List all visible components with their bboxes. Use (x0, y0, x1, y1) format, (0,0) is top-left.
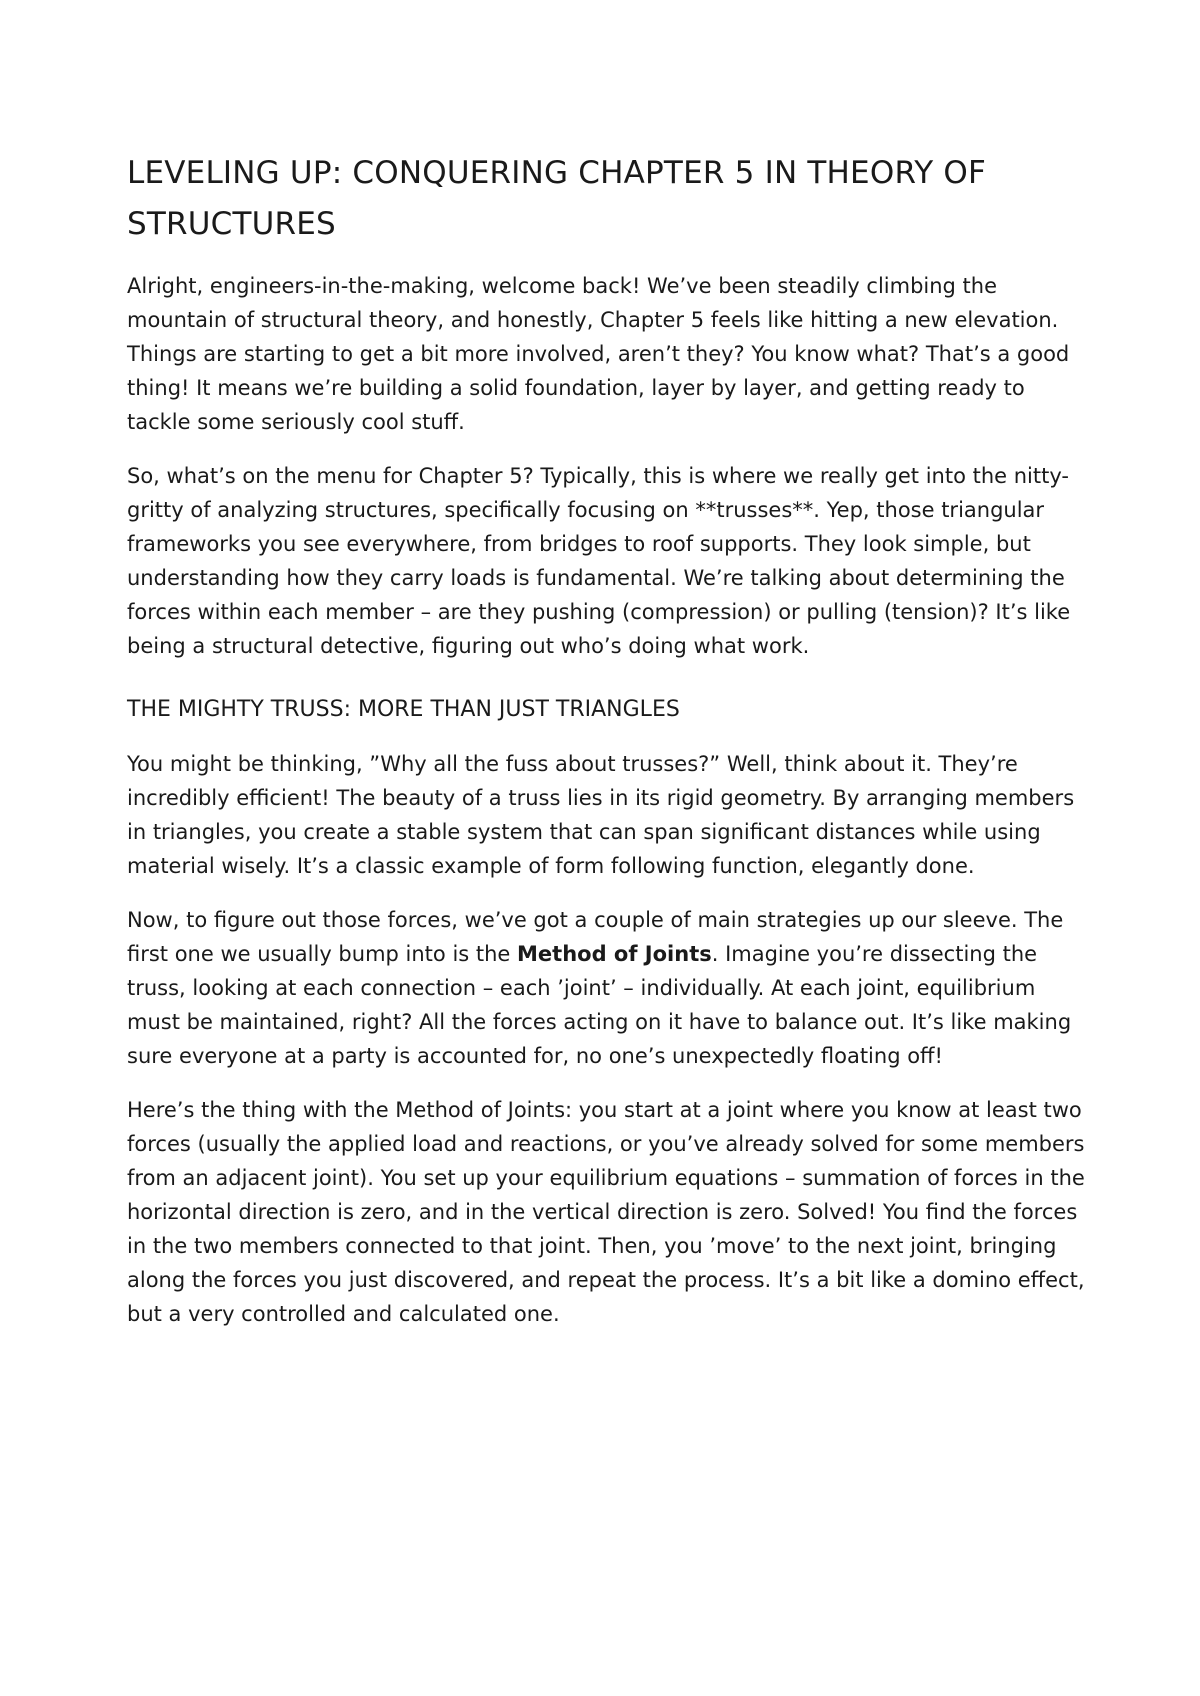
document-page (127, 148, 1087, 1351)
section-paragraph-3: Here’s the thing with the Method of Joints: you start at a joint where you know at least two forces (usually the applied load and reactions, or you’ve already solved for some members from an adjacent joint). You set up your equilibrium equations – summation of forces in the horizontal direction is zero, and in the vertical direction is zero. Solved! You find the forces in the two members connected to that joint. Then, you ’move’ to the next joint, bringing along the forces you just discovered, and repeat the process. It’s a bit like a domino effect, but a very controlled and calculated one. (127, 1098, 1085, 1326)
section-paragraph-2-start: Now, to figure out those forces, we’ve got a couple of main strategies up our sleeve. The first one we usually bump into is the (127, 908, 1064, 966)
section-paragraph-2 (127, 903, 1087, 1073)
intro-paragraph-2: So, what’s on the menu for Chapter 5? Typically, this is where we really get into the nitty-gritty of analyzing structures, specifically focusing on **trusses**. Yep, those triangular frameworks you see everywhere, from bridges to roof supports. They look simple, but understanding how they carry loads is fundamental. We’re talking about determining the forces within each member – are they pushing (compression) or pulling (tension)? It’s like being a structural detective, figuring out who’s doing what work. (127, 464, 1071, 658)
method-of-joints-emphasis: Method of Joints (517, 942, 712, 966)
document-title: LEVELING UP: CONQUERING CHAPTER 5 IN THEORY OF STRUCTURES (127, 155, 987, 242)
intro-paragraph-1: Alright, engineers-in-the-making, welcome back! We’ve been steadily climbing the mountain of structural theory, and honestly, Chapter 5 feels like hitting a new elevation. Things are starting to get a bit more involved, aren’t they? You know what? That’s a good thing! It means we’re building a solid foundation, layer by layer, and getting ready to tackle some seriously cool stuff. (127, 274, 1070, 434)
section-paragraph-2-end: . Imagine you’re dissecting the truss, looking at each connection – each ’joint’ – individually. At each joint, equilibrium must be maintained, right? All the forces acting on it have to balance out. It’s like making sure everyone at a party is accounted for, no one’s unexpectedly floating off! (127, 942, 1072, 1068)
section-heading: THE MIGHTY TRUSS: MORE THAN JUST TRIANGLES (127, 697, 680, 722)
section-paragraph-1: You might be thinking, ”Why all the fuss about trusses?” Well, think about it. They’re incredibly efficient! The beauty of a truss lies in its rigid geometry. By arranging members in triangles, you create a stable system that can span significant distances while using material wisely. It’s a classic example of form following function, elegantly done. (127, 752, 1075, 878)
